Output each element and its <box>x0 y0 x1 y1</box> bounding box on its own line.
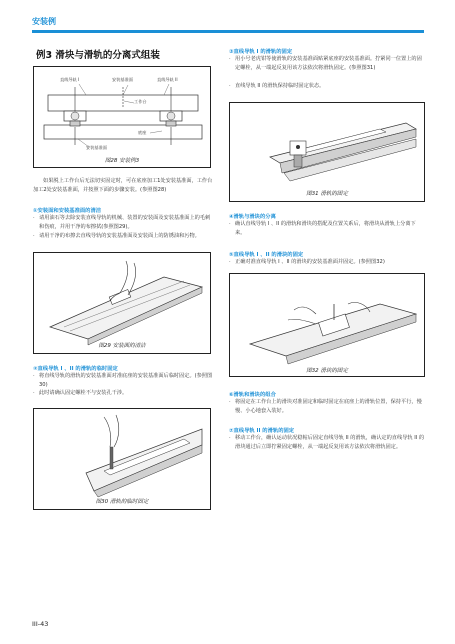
step4-bullet-1: · 确认直线导轨 I 、II 的滑轨和滑块的搭配及位置关系后，将滑块从滑轨上分离下来。 <box>235 220 425 237</box>
figure-32-drawing <box>230 274 426 378</box>
step3-bullet-2: · 直线导轨 II 的滑轨保持临时固定状态。 <box>235 82 425 91</box>
step1-bullet-2: · 请用干净的布擦去直线导轨的安装基准面及安装面上的防锈油和污物。 <box>39 232 215 241</box>
step3-bullet-1: · 用小号老虎钳等使滑轨的安装基准面贴紧底座的安装基准面。拧紧同一位置上的固定螺栓，从一端起反复用该方法依次将滑轨固定。(参照图31) <box>235 55 425 72</box>
fig28-label-bed: 底座 <box>138 130 147 135</box>
figure-30 <box>33 408 211 510</box>
fig28-label-base-bottom: 安装基准面 <box>86 145 107 150</box>
step5-title: ⑤直线导轨 I 、II 的滑块的固定 <box>229 252 304 258</box>
page-header <box>0 0 455 36</box>
step6-bullet-1: · 将固定在工作台上的滑块对准固定和临时固定在底座上的滑轨位置，保持平行，慢慢、小心地套入装好。 <box>235 398 425 415</box>
figure-30-caption: 图30 滑轨的临时固定 <box>95 499 149 505</box>
figure-30-drawing <box>34 409 212 511</box>
figure-29-drawing <box>34 253 212 355</box>
page-number: III-43 <box>32 620 49 628</box>
step7-bullet-1: · 移动工作台，确认运动状况稳帖后固定直线导轨 II 的滑轨，确认定的直线导轨 II 的滑块通过后立即拧紧固定螺栓，从一端起反复用该方法依次将滑轨固定。 <box>235 434 425 451</box>
figure-28 <box>33 66 211 168</box>
step6-title: ⑥滑轨和滑块的组合 <box>229 392 276 398</box>
figure-29 <box>33 252 211 354</box>
step3-title: ③直线导轨 I 的滑轨的固定 <box>229 49 293 55</box>
intro-paragraph: 如果脱上工作台后无法切实固定时，可在底座加工1处安装基准面，工作台加工2处安装基准面，并按照下面的步骤安装。(参照图28) <box>33 178 213 193</box>
header-rule <box>32 30 424 33</box>
step2-title: ②直线导轨 I 、II 的滑轨的临时固定 <box>33 366 118 372</box>
step5-bullet-1: · 正确对准直线导轨 I 、II 的滑块的安装基准面并固定。(参照图32) <box>235 258 425 267</box>
figure-29-caption: 图29 安装面的清洁 <box>98 343 146 349</box>
figure-28-caption: 图28 安装例3 <box>104 158 140 164</box>
figure-32 <box>229 273 425 377</box>
figure-31-caption: 图31 滑轨的固定 <box>306 191 348 197</box>
step7-title: ⑦直线导轨 II 的滑轨的固定 <box>229 428 295 434</box>
figure-32-caption: 图32 滑块的固定 <box>306 368 348 374</box>
step1-title: ①安装面和安装基准面的清洁 <box>33 208 102 214</box>
fig28-label-rail1: 直线导轨 I <box>60 77 80 82</box>
fig28-label-base-top: 安装基准面 <box>112 77 133 82</box>
step2-bullet-1: · 将直线导轨的滑轨的安装基准面对准底座的安装基准面后临时固定。(参照图30) <box>39 372 215 389</box>
example-title: 例3 滑块与滑轨的分离式组装 <box>36 50 160 61</box>
figure-31 <box>229 102 425 202</box>
step4-title: ④滑轨与滑块的分离 <box>229 214 276 220</box>
fig28-label-rail2: 直线导轨 II <box>157 77 178 82</box>
step2-bullet-2: · 此时请确认固定螺栓不与安装孔干涉。 <box>39 389 215 398</box>
fig28-label-table: 工作台 <box>134 99 147 104</box>
step1-bullet-1: · 请用油石等去除安装直线导轨的机械、装置的安装面及安装基准面上的毛刺和伤痕，并用干净的布擦拭(参照图29)。 <box>39 214 215 231</box>
section-title: 安装例 <box>32 17 56 26</box>
figure-31-drawing <box>230 103 426 203</box>
